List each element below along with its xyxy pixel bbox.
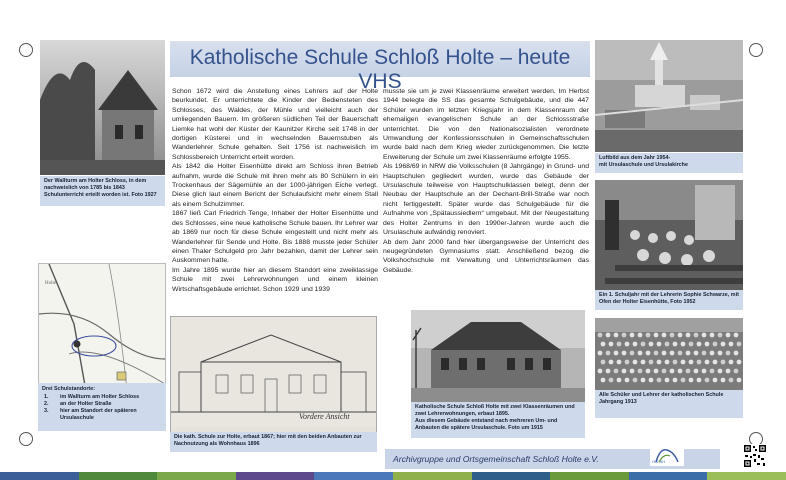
caption-schule-1895: Katholische Schule Schloß Holte mit zwei Klassenräumen und zwei Lehrerwohnungen, erbaut 1895. Aus diesem Gebäude entstand nach mehreren Um- und Anbauten die spätere Ursulaschule. Foto um 1915: [411, 402, 585, 438]
photo-luftbild-1954: [595, 40, 743, 152]
color-stripe: [393, 472, 473, 480]
color-stripe: [157, 472, 237, 480]
caption-wallturm: Der Wallturm am Holter Schloss, in dem nachweislich von 1785 bis 1843 Schulunterricht erteilt worden ist. Foto 1927: [40, 176, 165, 206]
text-column-left: Schon 1672 wird die Anstellung eines Lehrers auf der Holte beurkundet. Er unterrichtete die Kinder der Bediensteten des Schlosses, des Waldes, der Mühle und vielleicht auch der umliegenden Bauern. Im größeren südlichen Teil der Bauerschaft Liemke hat wohl der Küster der Kaunitzer Kirche seit 1748 in der dortigen Küsterei und in wechselnden Bauernstuben als Wanderlehrer Schule gehalten. Seit 1756 ist nachweislich im Schlossbereich Unterricht erteilt worden. Als 1842 die Holter Eisenhütte direkt am Schloss ihren Betrieb aufnahm, wurde die Schule mit ihren mehr als 80 Schülern in ein Trockenhaus der Sägemühle an der 1000-jährigen Eiche verlegt. Diese glich laut einem Bericht der Schulaufsicht mehr einem Stall als einem Schulzimmer. 1867 ließ Carl Friedrich Tenge, Inhaber der Holter Eisenhütte und des Schlosses, eine neue katholische Schule bauen. Ihr Lehrer war ab 1869 nur noch für diese Schule eingestellt und nicht mehr als Wanderlehrer für Sende und Holte. Bis 1888 musste jeder Schüler einen Thaler Schulgeld pro Jahr bezahlen, damit der Lehrer sein Auskommen hatte. Im Jahre 1895 wurde hier an diesem Standort eine zweiklassige Schule mit zwei Lehrerwohnungen und einem kleinen Wirtschaftsgebäude errichtet. Schon 1929 und 1939: [172, 88, 378, 293]
photo-schueler-1913: [595, 318, 743, 390]
color-stripe: [0, 472, 80, 480]
color-stripe: [629, 472, 709, 480]
punch-hole-icon: [19, 43, 33, 57]
caption-schueler-1913: Alle Schüler und Lehrer der katholischen Schule Jahrgang 1913: [595, 390, 743, 418]
punch-hole-icon: [749, 43, 763, 57]
color-stripe: [236, 472, 316, 480]
svg-text:Holte: Holte: [45, 281, 57, 286]
color-stripe: [314, 472, 394, 480]
qr-code-icon: [743, 444, 767, 468]
color-stripe: [550, 472, 630, 480]
caption-schuljahr: Ein 1. Schuljahr mit der Lehrerin Sophie Schwarze, mit Ofen der Holter Eisenhütte, Foto 1952: [595, 290, 743, 310]
color-stripe: [707, 472, 786, 480]
text-column-right: musste sie um je zwei Klassenräume erweitert werden. Im Herbst 1944 belegte die SS das gesamte Schulgebäude, und die 447 Schüler wurden im letzten Kriegsjahr in dem Klassenraum der ehemaligen evangelischen Schule an der Schlossstraße unterrichtet. Die von den Nationalsozialisten verordnete Umwandlung der Konfessionsschulen in Gemeinschaftsschulen wurde bald nach dem Krieg wieder zurückgenommen. Die letzte Erweiterung der Schule um zwei Klassenräume erfolgte 1955. Als 1968/69 in NRW die Volksschulen (8 Jahrgänge) in Grund- und Hauptschulen gegliedert wurden, wurde das Gebäude der Ursulaschule teilweise von Hauptschulklassen belegt, denn der Neubau der Hauptschule an der Dechant-Brill-Straße war noch nicht fertiggestellt. Später wurde das Schulgebäude für die Aufnahme von „Spätaussiedlern“ umgebaut. Mit der Neugestaltung des Holter Zentrums in den 1990er-Jahren wurde auch die Ursulaschule aufwändig renoviert. Ab dem Jahr 2000 fand hier übergangsweise der Unterricht des neugegründeten Gymnasiums statt. Anschließend bezog die Volkshochschule mit Verwaltung und Unterrichtsräumen das Gebäude.: [383, 88, 589, 274]
photo-schuljahr-1952: [595, 180, 743, 290]
list-item: 3. hier am Standort der späteren Ursulaschule: [44, 408, 137, 421]
photo-wallturm: [40, 40, 165, 175]
caption-kath-schule-1867: Die kath. Schule zur Holte, erbaut 1867; hier mit den beiden Anbauten zur Nachnutzung als Wohnhaus 1896: [170, 432, 377, 452]
list-item: 1. im Wallturm am Holter Schloss: [44, 394, 140, 400]
color-stripe: [79, 472, 159, 480]
photo-schule-1895: [411, 310, 585, 402]
logo-text: OG-SH: [652, 459, 666, 464]
drawing-label: Vordere Ansicht: [299, 412, 350, 421]
footer-text: Archivgruppe und Ortsgemeinschaft Schloß Holte e.V.: [393, 454, 599, 464]
caption-standorte: Drei Schulstandorte: 1. im Wallturm am Holter Schloss 2. an der Holter Straße 3. hier am Standort der späteren Ursulaschule: [38, 383, 166, 431]
drawing-kath-schule-1867: [170, 316, 377, 442]
list-item: 2. an der Holter Straße: [44, 401, 112, 407]
punch-hole-icon: [19, 432, 33, 446]
page-title: Katholische Schule Schloß Holte – heute VHS: [189, 46, 571, 93]
color-stripe: [472, 472, 552, 480]
title-banner: [170, 41, 590, 93]
caption-luftbild: Luftbild aus dem Jahr 1954- mit Ursulaschule und Ursulakirche: [595, 153, 743, 173]
og-logo-icon: [650, 444, 684, 466]
